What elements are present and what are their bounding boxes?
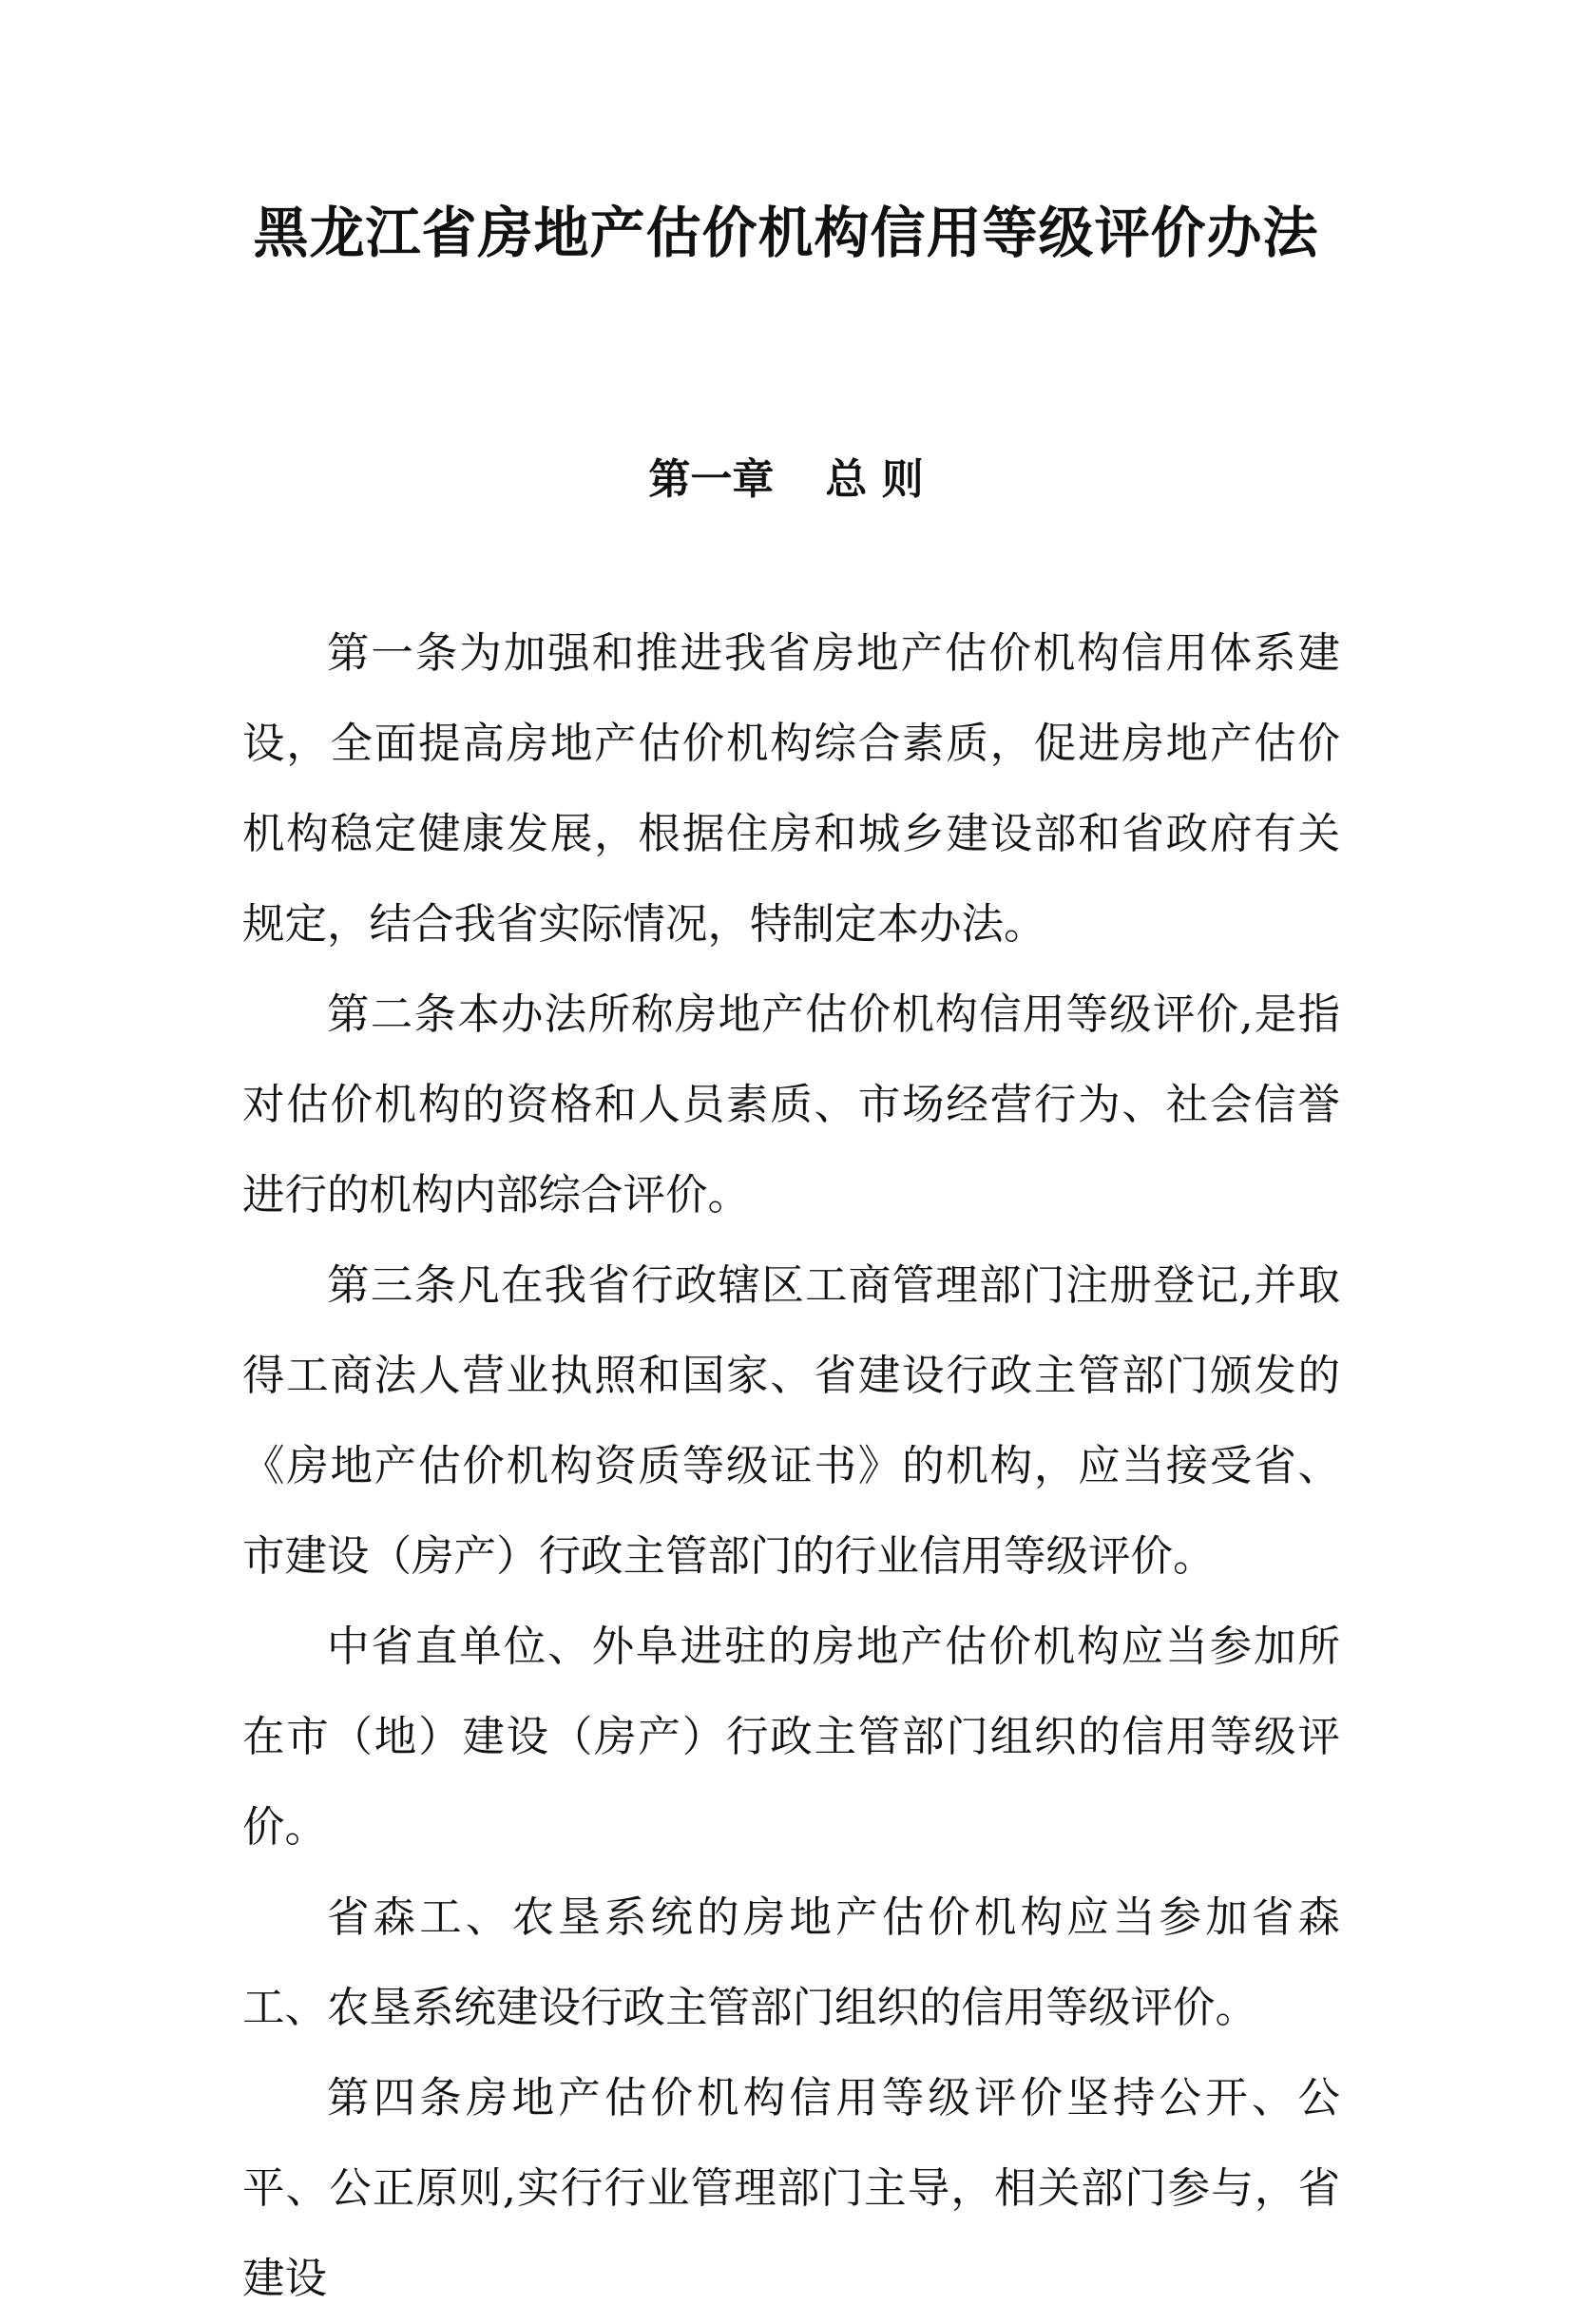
document-body: [242, 608, 1340, 2324]
chapter-heading: [0, 447, 1572, 513]
document-title: 黑龙江省房地产估价机构信用等级评价办法: [253, 201, 1319, 265]
chapter-number: 第一章: [648, 455, 775, 504]
paragraph-article-4: 第四条房地产估价机构信用等级评价坚持公开、公平、公正原则,实行行业管理部门主导，相关部门参与，省建设: [242, 2074, 1340, 2303]
paragraph-article-3-provincial-units: 中省直单位、外阜进驻的房地产估价机构应当参加所在市（地）建设（房产）行政主管部门组织的信用等级评价。: [242, 1623, 1340, 1852]
paragraph-article-3-forestry-farming: 省森工、农垦系统的房地产估价机构应当参加省森工、农垦系统建设行政主管部门组织的信用等级评价。: [242, 1893, 1340, 2032]
paragraph-article-3: 第三条凡在我省行政辖区工商管理部门注册登记,并取得工商法人营业执照和国家、省建设行政主管部门颁发的《房地产估价机构资质等级证书》的机构，应当接受省、市建设（房产）行政主管部门的行业信用等级评价。: [242, 1261, 1340, 1581]
chapter-name: 总 则: [825, 455, 924, 504]
paragraph-article-1: 第一条为加强和推进我省房地产估价机构信用体系建设，全面提高房地产估价机构综合素质，促进房地产估价机构稳定健康发展，根据住房和城乡建设部和省政府有关规定，结合我省实际情况，特制定本办法。: [242, 629, 1340, 949]
paragraph-article-2: 第二条本办法所称房地产估价机构信用等级评价,是指对估价机构的资格和人员素质、市场经营行为、社会信誉进行的机构内部综合评价。: [242, 990, 1340, 1220]
